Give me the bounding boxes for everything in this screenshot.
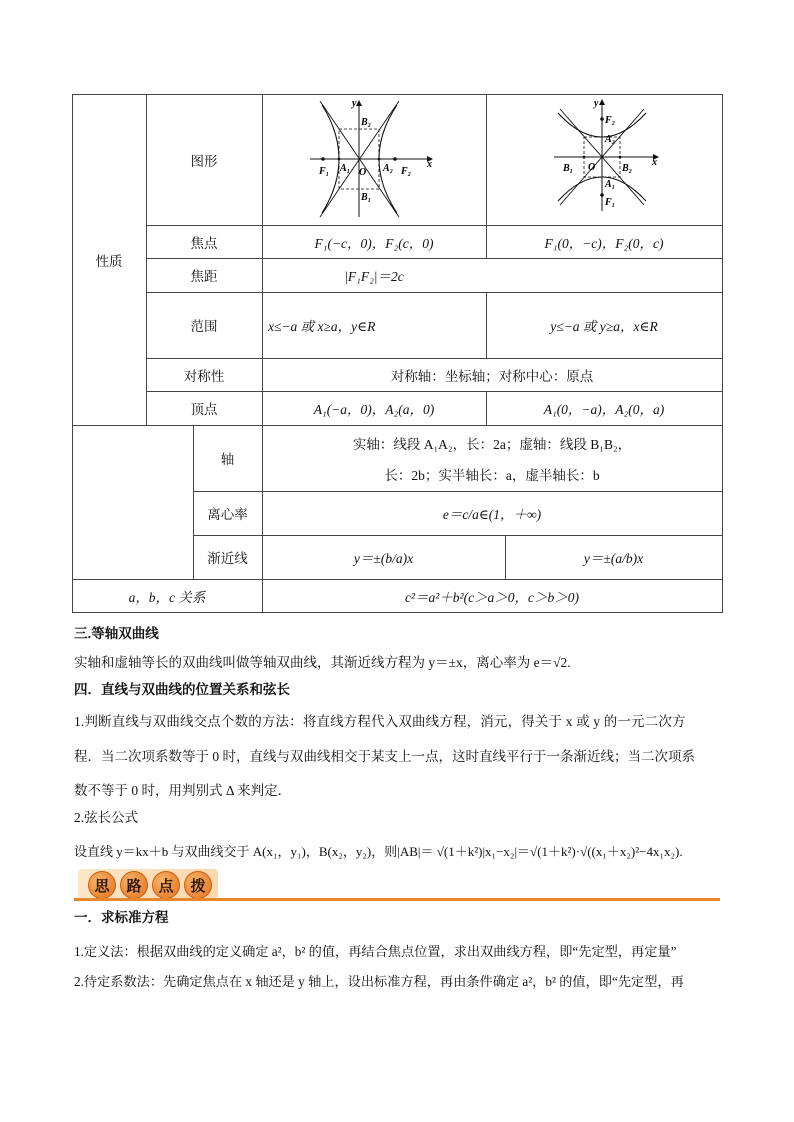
row-label-symmetry: 对称性 [183,368,225,384]
graph1-y-label: y [352,98,357,109]
hyperbola-y-axis-graph [546,97,666,213]
banner-char-1: 思 [88,871,116,899]
asymptote-y-value: y＝±(a/b)x [583,551,644,566]
focal-distance-value: |F₁F₂|＝2c [344,269,404,284]
row-label-asymptote: 渐近线 [207,551,248,566]
eccentricity-value: e＝c/a∈(1，＋∞) [442,507,542,522]
graph2-x-label: x [652,157,657,168]
row-label-focus: 焦点 [190,235,218,251]
graph1-a2-label: A₂ [383,163,394,174]
vertex-x-value: A₁(−a，0)，A₂(a，0) [313,402,435,417]
banner-char-2: 路 [120,871,148,899]
axis-line-2: 长：2b；实半轴长：a，虚半轴长：b [384,468,600,483]
row-label-eccentricity: 离心率 [207,507,248,522]
symmetry-value: 对称轴：坐标轴；对称中心：原点 [390,368,594,384]
graph2-b1-label: B₁ [563,163,574,174]
section3-text: 实轴和虚轴等长的双曲线叫做等轴双曲线，其渐近线方程为 y＝±x，离心率为 e＝√2. [74,655,571,670]
graph2-f1-label: F₁ [605,197,616,208]
graph1-b2-label: B₂ [361,117,372,128]
section-one-heading: 一．求标准方程 [74,910,169,925]
vertex-y-value: A₁(0，−a)，A₂(0，a) [543,402,665,417]
graph1-a1-label: A₁ [340,163,351,174]
section4-p2-text: 设直线 y＝kx＋b 与双曲线交于 A(x₁，y₁)，B(x₂，y₂)，则|AB|＝ √(1＋k²)|x₁−x₂|＝√(1＋k²)·√((x₁＋x₂)²−4x₁x₂). [74,844,683,859]
banner-underline [74,898,720,901]
range-y-value: y≤−a 或 y≥a，x∈R [550,319,658,334]
graph2-y-label: y [594,98,599,109]
row-label-abc: a，b，c 关系 [128,589,206,605]
banner-char-4: 拨 [184,871,212,899]
section4-p2-title: 2.弦长公式 [74,810,139,825]
graph2-a1-label: A₁ [605,179,616,190]
graph2-origin-label: O [588,162,596,173]
graph1-b1-label: B₁ [361,192,372,203]
graph1-f1-label: F₁ [319,166,330,177]
section3-heading: 三.等轴双曲线 [74,626,159,641]
row-label-range: 范围 [190,319,218,334]
axis-line-1: 实轴：线段 A₁A₂，长：2a；虚轴：线段 B₁B₂， [352,437,632,452]
hyperbola-x-axis-graph [300,97,450,223]
section4-p1-line1: 1.判断直线与双曲线交点个数的方法：将直线方程代入双曲线方程，消元，得关于 x 或 y 的一元二次方 [74,714,686,729]
row-label-focal-distance: 焦距 [190,269,218,284]
graph2-f2-label: F₂ [605,115,616,126]
graph1-origin-label: O [359,167,367,178]
graph1-f2-label: F₂ [401,166,412,177]
graph1-x-label: x [427,159,432,170]
focus-y-value: F₁(0，−c)，F₂(0，c) [544,235,664,251]
range-x-value: x≤−a 或 x≥a，y∈R [268,319,376,334]
section4-p1-line2: 程．当二次项系数等于 0 时，直线与双曲线相交于某支上一点，这时直线平行于一条渐近线；当二次项系 [74,749,695,764]
graph2-a2-label: A₂ [605,134,616,145]
graph2-b2-label: B₂ [622,163,633,174]
section-one-p2: 2.待定系数法：先确定焦点在 x 轴还是 y 轴上，设出标准方程，再由条件确定 a²，b² 的值，即“先定型，再 [74,974,684,989]
section4-heading: 四．直线与双曲线的位置关系和弦长 [74,682,290,697]
banner-char-3: 点 [152,871,180,899]
row-label-vertex: 顶点 [190,402,218,417]
focus-x-value: F₁(−c，0)，F₂(c，0) [314,235,434,251]
row-label-axis: 轴 [220,452,235,467]
property-label: 性质 [95,253,123,269]
row-label-graph: 图形 [190,153,218,169]
abc-relation-value: c²＝a²＋b²(c＞a＞0，c＞b＞0) [404,589,580,605]
section4-p1-line3: 数不等于 0 时，用判别式 Δ 来判定． [74,783,292,798]
asymptote-x-value: y＝±(b/a)x [353,551,414,566]
section-one-p1: 1.定义法：根据双曲线的定义确定 a²，b² 的值，再结合焦点位置，求出双曲线方程，即“先定型，再定量” [74,944,677,959]
